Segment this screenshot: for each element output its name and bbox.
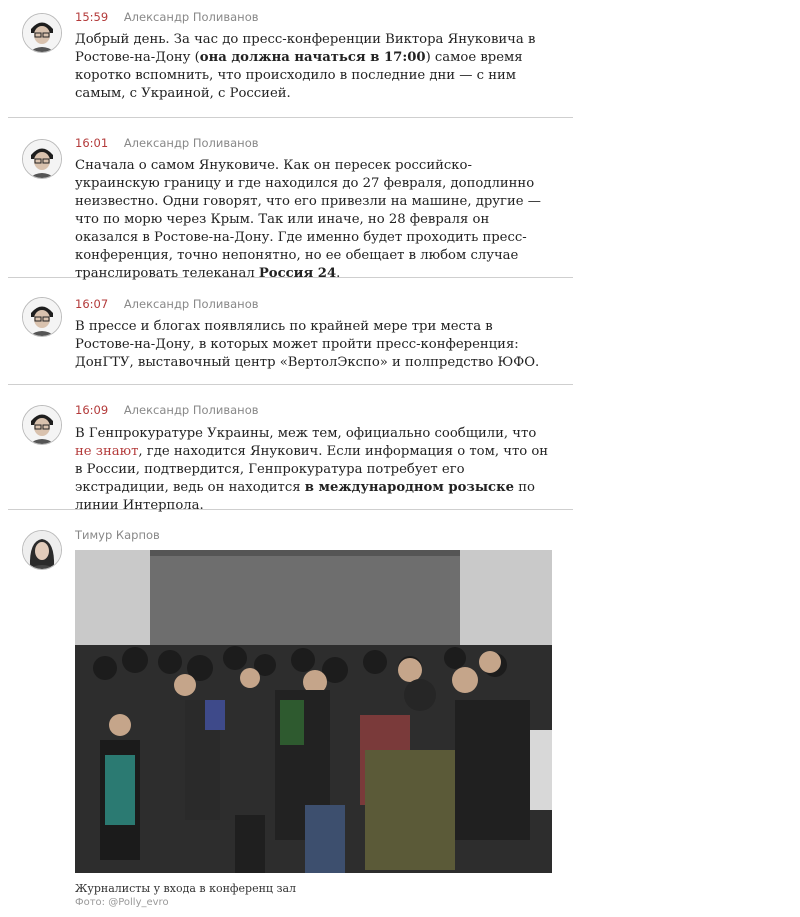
post-text <box>75 31 555 103</box>
text-run: . <box>336 266 341 281</box>
post-author[interactable]: Александр Поливанов <box>123 10 259 24</box>
text-run: по линии Интерпола. <box>75 480 535 513</box>
text-run-bold: Россия 24 <box>258 266 337 281</box>
text-run-bold: она должна начаться в 17:00 <box>199 50 426 65</box>
photo-credit: Фото: @Polly_evro <box>75 897 169 908</box>
post-text <box>75 318 555 372</box>
post-meta <box>75 403 259 417</box>
photo-caption: Журналисты у входа в конференц зал <box>75 882 297 895</box>
text-run: , где находится Янукович. Если информация о том, что он в России, подтвердится, Генпрокуратура потребует его экстрадиции, ведь он находится <box>75 444 549 495</box>
text-run: В Генпрокуратуре Украины, меж тем, официально сообщили, что <box>75 426 537 441</box>
post-time: 16:07 <box>75 297 109 311</box>
press-crowd-photo[interactable] <box>75 550 552 873</box>
post-author[interactable]: Александр Поливанов <box>123 136 259 150</box>
text-run: Сначала о самом Януковиче. Как он пересек российско-украинскую границу и где находился до 27 февраля, доподлинно неизвестно. Одни говорят, что его привезли на машине, другие — что по морю через Крым. Так или иначе, но 28 февраля он оказался в Ростове-на-Дону. Где именно будет проходить пресс-конференция, точно непонятно, но ее обещает в любом случае транслировать телеканал <box>75 158 541 281</box>
author-avatar-icon[interactable] <box>22 297 62 337</box>
feed-post <box>8 278 573 385</box>
post-meta <box>75 528 160 542</box>
post-meta <box>75 10 259 24</box>
text-run-bold: в международном розыске <box>304 480 514 495</box>
text-run: ) самое время коротко вспомнить, что происходило в последние дни — с ним самым, с Украиной, с Россией. <box>75 50 523 101</box>
author-avatar-icon[interactable] <box>22 530 62 570</box>
feed-post <box>8 118 573 281</box>
post-time: 15:59 <box>75 10 109 24</box>
post-meta <box>75 297 259 311</box>
feed-post-photo <box>8 510 573 910</box>
post-text <box>75 425 555 515</box>
text-link[interactable]: не знают <box>75 444 139 459</box>
post-text <box>75 157 555 283</box>
post-time: 16:01 <box>75 136 109 150</box>
post-author[interactable]: Тимур Карпов <box>75 528 160 542</box>
post-author[interactable]: Александр Поливанов <box>123 403 259 417</box>
post-author[interactable]: Александр Поливанов <box>123 297 259 311</box>
author-avatar-icon[interactable] <box>22 13 62 53</box>
author-avatar-icon[interactable] <box>22 139 62 179</box>
text-run: В прессе и блогах появлялись по крайней мере три места в Ростове-на-Дону, в которых может пройти пресс-конференция: ДонГТУ, выставочный центр «ВертолЭкспо» и полпредство ЮФО. <box>75 319 540 370</box>
text-run: Добрый день. За час до пресс-конференции Виктора Януковича в Ростове-на-Дону ( <box>75 32 536 65</box>
post-meta <box>75 136 259 150</box>
feed-post <box>8 0 573 118</box>
post-time: 16:09 <box>75 403 109 417</box>
author-avatar-icon[interactable] <box>22 405 62 445</box>
feed-post <box>8 385 573 513</box>
